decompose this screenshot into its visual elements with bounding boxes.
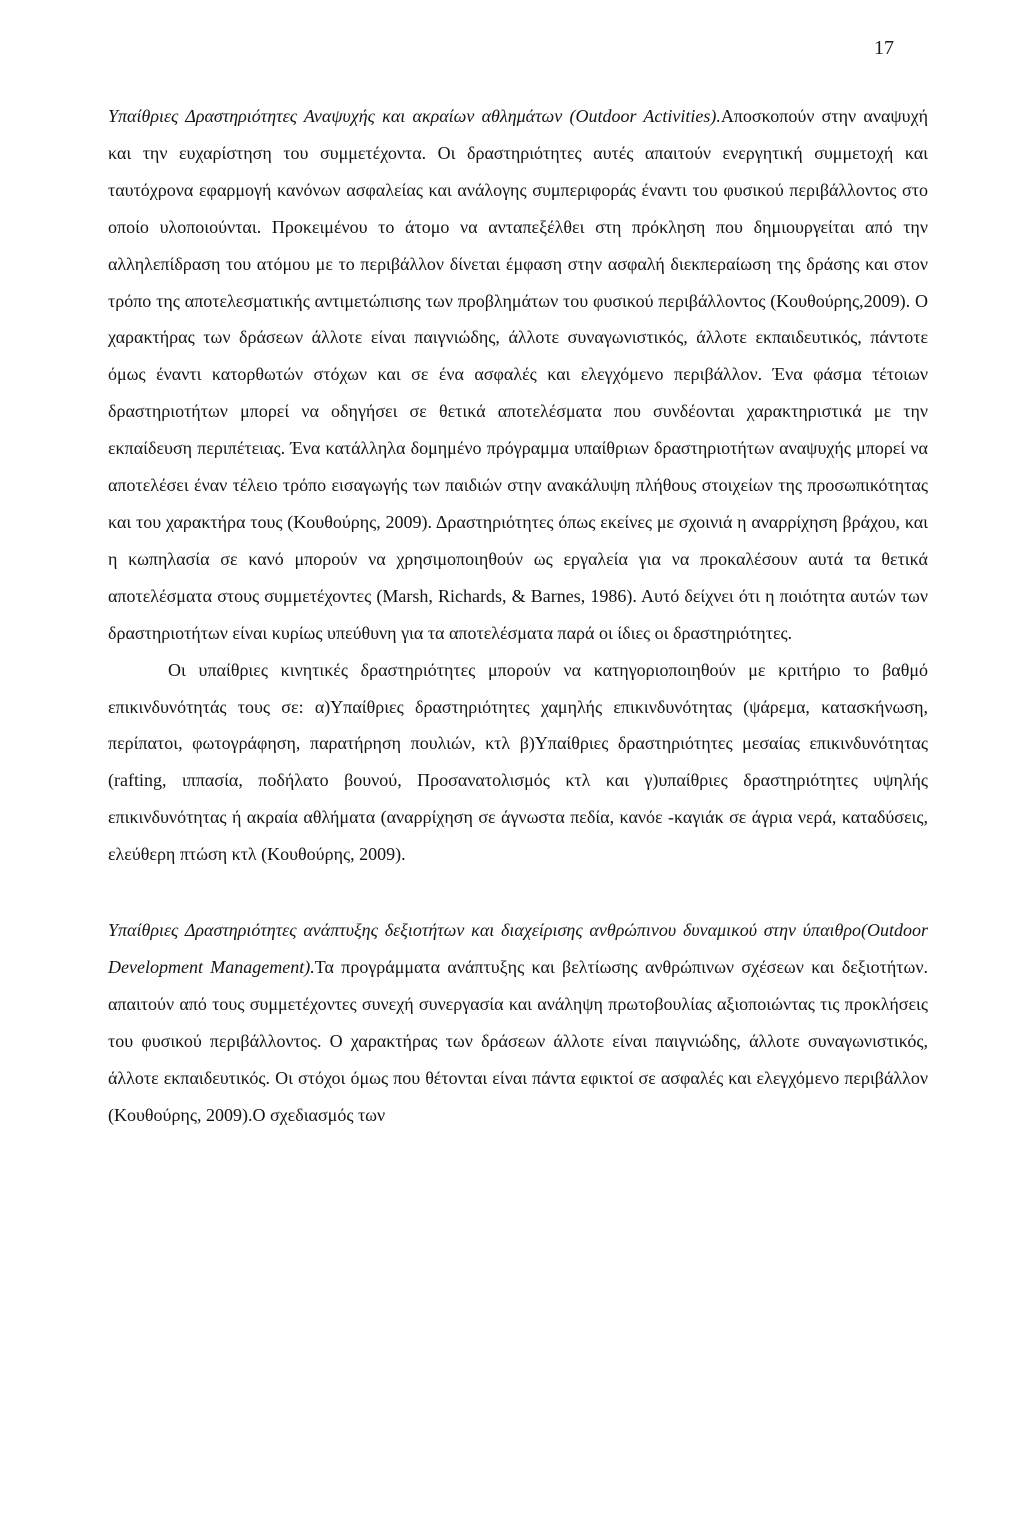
paragraph-text: Τα προγράμματα ανάπτυξης και βελτίωσης ανθρώπινων σχέσεων και δεξιοτήτων. απαιτούν από τους συμμετέχοντες συνεχή συνεργασία και ανάληψη πρωτοβουλίας αξιοποιώντας τις προκλήσεις του φυσικού περιβάλλοντος. Ο χαρακτήρας των δράσεων άλλοτε είναι παιγνιώδης, άλλοτε συναγωνιστικός, άλλοτε εκπαιδευτικός. Οι στόχοι όμως που θέτονται είναι πάντα εφικτοί σε ασφαλές και ελεγχόμενο περιβάλλον (Κουθούρης, 2009).Ο σχεδιασμός των xyxy=(108,956,928,1125)
paragraph-outdoor-activities xyxy=(108,98,928,652)
paragraph-heading: Υπαίθριες Δραστηριότητες ανάπτυξης δεξιοτήτων και διαχείρισης ανθρώπινου δυναμικού στην ύπαιθρο(Outdoor Development Management). xyxy=(108,920,928,977)
paragraph-heading: Υπαίθριες Δραστηριότητες Αναψυχής και ακραίων αθλημάτων (Outdoor Activities). xyxy=(108,106,721,126)
paragraph-outdoor-development xyxy=(108,912,928,1133)
paragraph-text: Αποσκοπούν στην αναψυχή και την ευχαρίστηση του συμμετέχοντα. Οι δραστηριότητες αυτές απαιτούν ενεργητική συμμετοχή και ταυτόχρονα εφαρμογή κανόνων ασφαλείας και ανάλογης συμπεριφοράς έναντι του φυσικού περιβάλλοντος στο οποίο υλοποιούνται. Προκειμένου το άτομο να ανταπεξέλθει στη πρόκληση που δημιουργείται από την αλληλεπίδραση του ατόμου με το περιβάλλον δίνεται έμφαση στην ασφαλή διεκπεραίωση της δράσης και στον τρόπο της αποτελεσματικής αντιμετώπισης των προβλημάτων του φυσικού περιβάλλοντος (Κουθούρης,2009). Ο χαρακτήρας των δράσεων άλλοτε είναι παιγνιώδης, άλλοτε συναγωνιστικός, άλλοτε εκπαιδευτικός, πάντοτε όμως έναντι κατορθωτών στόχων και σε ένα ασφαλές και ελεγχόμενο περιβάλλον. Ένα φάσμα τέτοιων δραστηριοτήτων μπορεί να οδηγήσει σε θετικά αποτελέσματα που συνδέονται χαρακτηριστικά με την εκπαίδευση περιπέτειας. Ένα κατάλληλα δομημένο πρόγραμμα υπαίθριων δραστηριοτήτων αναψυχής μπορεί να αποτελέσει έναν τέλειο τρόπο εισαγωγής των παιδιών στην ανακάλυψη πλήθους στοιχείων της προσωπικότητας και του χαρακτήρα τους (Κουθούρης, 2009). Δραστηριότητες όπως εκείνες με σχοινιά η αναρρίχηση βράχου, και η κωπηλασία σε κανό μπορούν να χρησιμοποιηθούν ως εργαλεία για να προκαλέσουν αυτά τα θετικά αποτελέσματα στους συμμετέχοντες (Marsh, Richards, & Barnes, 1986). Αυτό δείχνει ότι η ποιότητα αυτών των δραστηριοτήτων είναι κυρίως υπεύθυνη για τα αποτελέσματα παρά οι ίδιες οι δραστηριότητες. xyxy=(108,106,928,643)
paragraph-text: Οι υπαίθριες κινητικές δραστηριότητες μπορούν να κατηγοριοποιηθούν με κριτήριο το βαθμό επικινδυνότητάς τους σε: α)Υπαίθριες δραστηριότητες χαμηλής επικινδυνότητας (ψάρεμα, κατασκήνωση, περίπατοι, φωτογράφηση, παρατήρηση πουλιών, κτλ β)Υπαίθριες δραστηριότητες μεσαίας επικινδυνότητας (rafting, ιππασία, ποδήλατο βουνού, Προσανατολισμός κτλ και γ)υπαίθριες δραστηριότητες υψηλής επικινδυνότητας ή ακραία αθλήματα (αναρρίχηση σε άγνωστα πεδία, κανόε -καγιάκ σε άγρια νερά, καταδύσεις, ελεύθερη πτώση κτλ (Κουθούρης, 2009). xyxy=(108,659,928,865)
paragraph-risk-categories xyxy=(108,652,928,873)
body-text xyxy=(108,98,928,1133)
page-number: 17 xyxy=(874,37,894,59)
